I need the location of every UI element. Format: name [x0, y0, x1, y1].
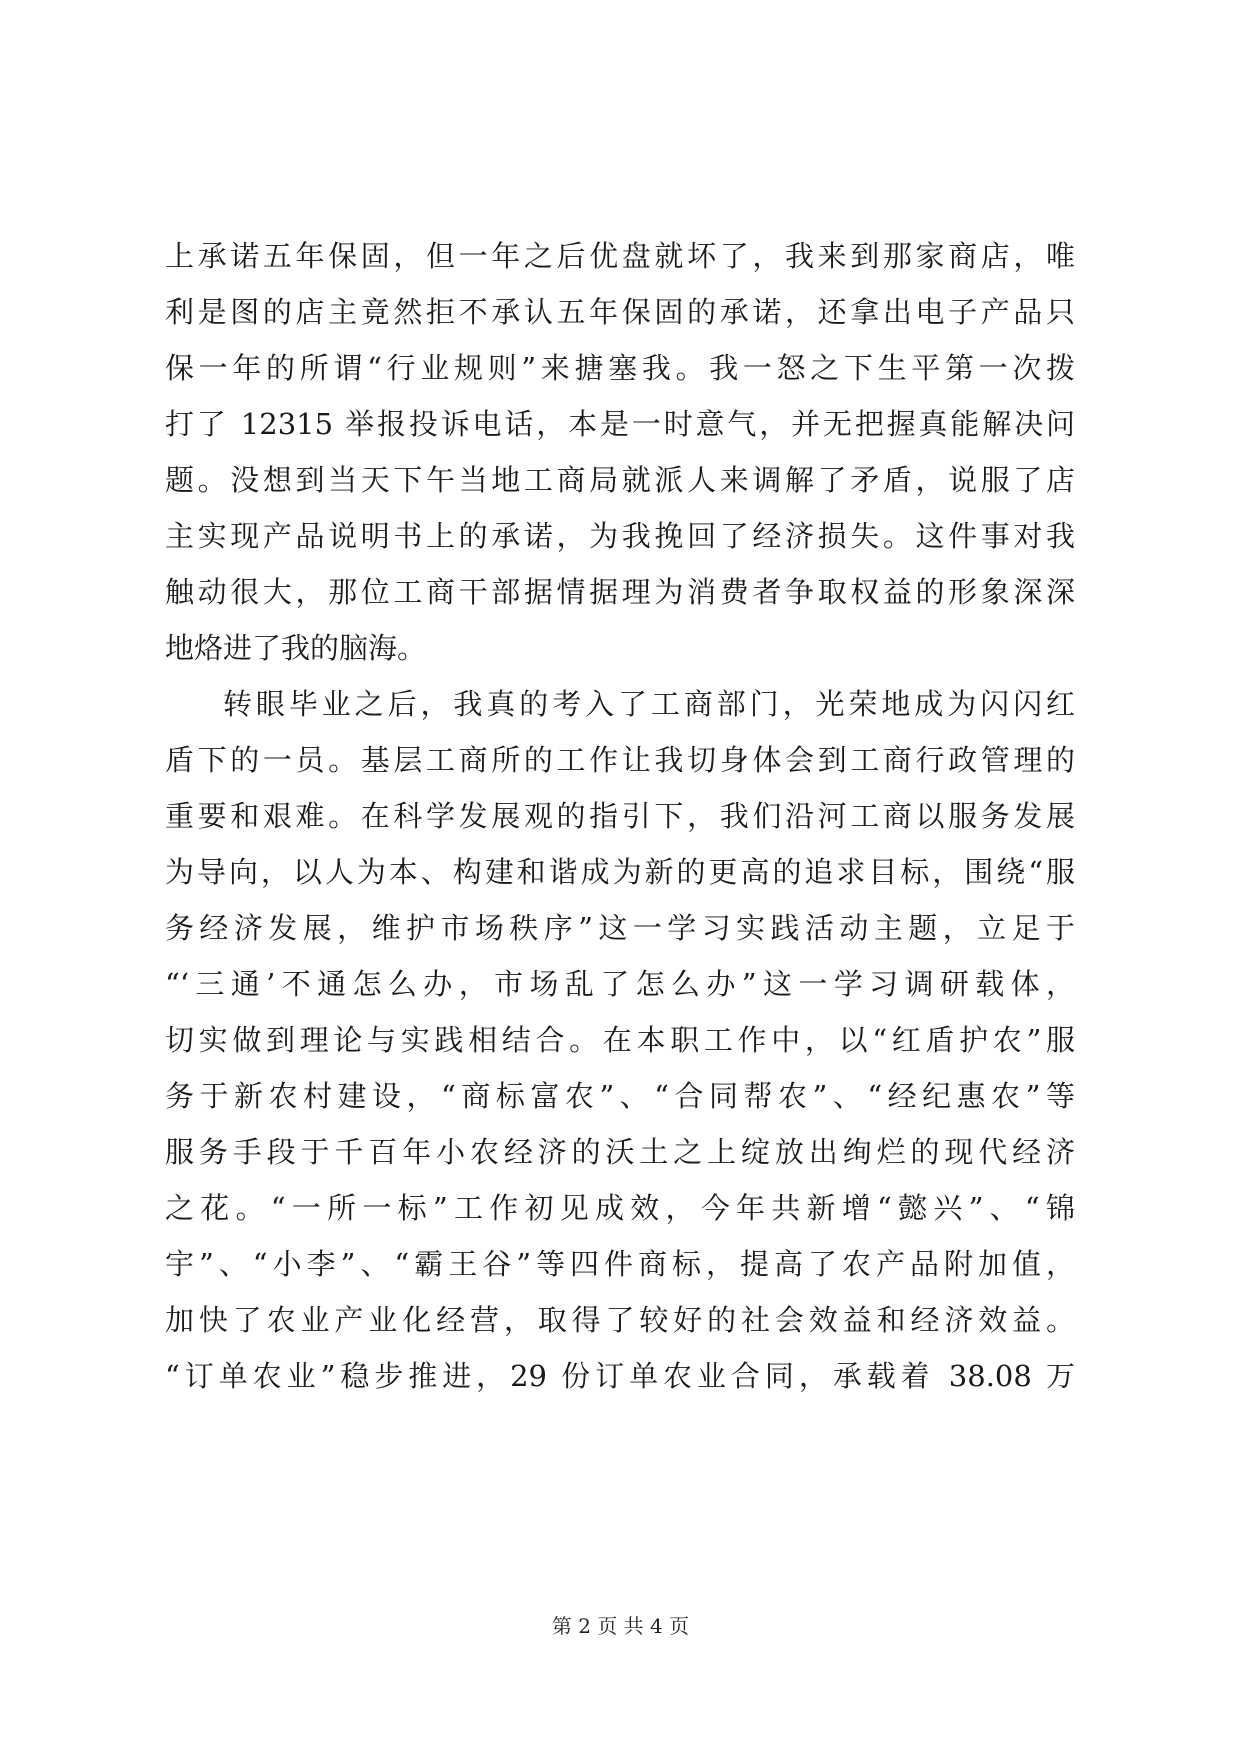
text-line: 务于新农村建设，“商标富农”、“合同帮农”、“经纪惠农”等: [165, 1079, 1075, 1113]
text-line: 为导向，以人为本、构建和谐成为新的更高的追求目标，围绕“服: [165, 855, 1075, 889]
text-line: 利是图的店主竟然拒不承认五年保固的承诺，还拿出电子产品只: [165, 295, 1075, 329]
paragraph-1: [165, 228, 1075, 676]
text-line: 务经济发展，维护市场秩序”这一学习实践活动主题，立足于: [165, 911, 1075, 945]
paragraph-2: [165, 676, 1075, 1404]
text-line: 题。没想到当天下午当地工商局就派人来调解了矛盾，说服了店: [165, 463, 1075, 497]
text-line: 转眼毕业之后，我真的考入了工商部门，光荣地成为闪闪红: [223, 687, 1075, 721]
text-line: 加快了农业产业化经营，取得了较好的社会效益和经济效益。: [165, 1303, 1075, 1337]
text-line: 触动很大，那位工商干部据情据理为消费者争取权益的形象深深: [165, 575, 1075, 609]
text-line: “‘三通’不通怎么办，市场乱了怎么办”这一学习调研载体，: [165, 967, 1075, 1001]
document-body: [165, 228, 1075, 1404]
text-line: 保一年的所谓“行业规则”来搪塞我。我一怒之下生平第一次拨: [165, 351, 1075, 385]
text-line: 上承诺五年保固，但一年之后优盘就坏了，我来到那家商店，唯: [165, 239, 1075, 273]
text-line: 宇”、“小李”、“霸王谷”等四件商标，提高了农产品附加值，: [165, 1247, 1075, 1281]
text-line: 地烙进了我的脑海。: [165, 631, 427, 665]
text-line: 打了 12315 举报投诉电话，本是一时意气，并无把握真能解决问: [165, 407, 1075, 441]
text-line: 盾下的一员。基层工商所的工作让我切身体会到工商行政管理的: [165, 743, 1075, 777]
text-line: 主实现产品说明书上的承诺，为我挽回了经济损失。这件事对我: [165, 519, 1075, 553]
text-line: 重要和艰难。在科学发展观的指引下，我们沿河工商以服务发展: [165, 799, 1075, 833]
text-line: 切实做到理论与实践相结合。在本职工作中，以“红盾护农”服: [165, 1023, 1075, 1057]
text-line: “订单农业”稳步推进，29 份订单农业合同，承载着 38.08 万: [165, 1359, 1075, 1393]
page-number-footer: 第 2 页 共 4 页: [551, 1614, 690, 1638]
text-line: 服务手段于千百年小农经济的沃土之上绽放出绚烂的现代经济: [165, 1135, 1075, 1169]
text-line: 之花。“一所一标”工作初见成效，今年共新增“懿兴”、“锦: [165, 1191, 1075, 1225]
